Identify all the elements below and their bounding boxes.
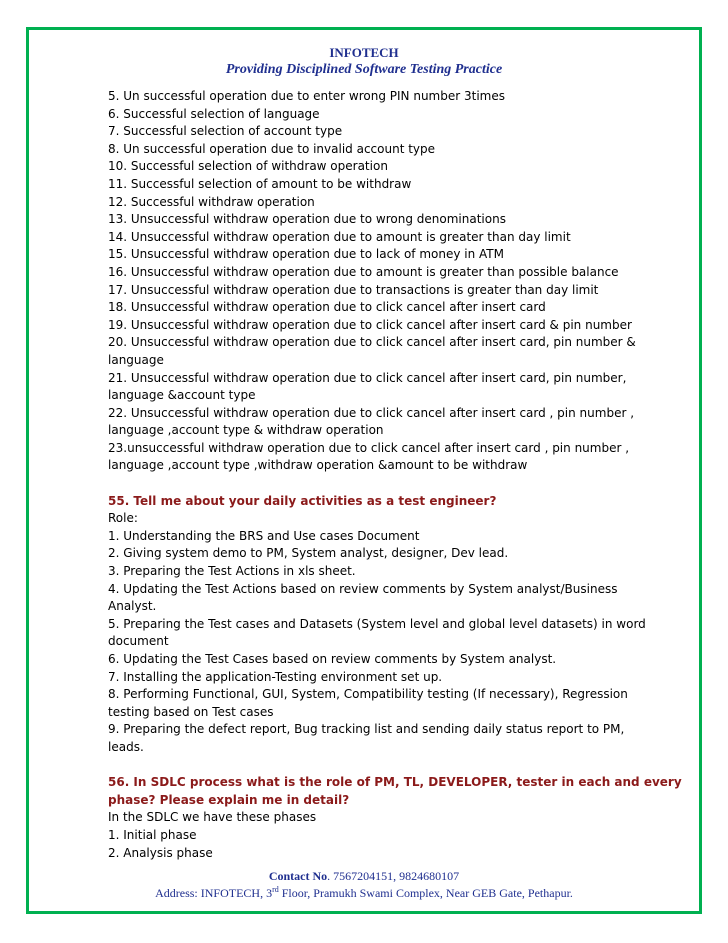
list-item: 20. Unsuccessful withdraw operation due to click cancel after insert card, pin number & bbox=[108, 335, 636, 350]
list-item: 4. Updating the Test Actions based on review comments by System analyst/Business bbox=[108, 581, 618, 596]
list-item: 19. Unsuccessful withdraw operation due to click cancel after insert card & pin number bbox=[108, 317, 632, 332]
contact-label: Contact No bbox=[268, 869, 328, 883]
list-item: 10. Successful selection of withdraw operation bbox=[108, 159, 388, 174]
list-item: 23.unsuccessful withdraw operation due to click cancel after insert card , pin number , bbox=[108, 440, 630, 455]
list-item: 18. Unsuccessful withdraw operation due to click cancel after insert card bbox=[108, 300, 546, 315]
address-ordinal: rd bbox=[272, 885, 279, 894]
list-item: 2. Analysis phase bbox=[108, 845, 213, 860]
spacer bbox=[108, 757, 628, 775]
list-item: 14. Unsuccessful withdraw operation due to amount is greater than day limit bbox=[108, 229, 571, 244]
list-item: 15. Unsuccessful withdraw operation due to lack of money in ATM bbox=[108, 247, 504, 262]
address-suffix: Floor, Pramukh Swami Complex, Near GEB Gate, Pethapur. bbox=[278, 886, 573, 900]
list-item: language ,account type ,withdraw operation &amount to be withdraw bbox=[108, 458, 528, 473]
document-body bbox=[108, 88, 682, 862]
list-item: 22. Unsuccessful withdraw operation due to click cancel after insert card , pin number , bbox=[108, 405, 635, 420]
question-heading-continued: phase? Please explain me in detail? bbox=[108, 792, 350, 807]
list-item: 13. Unsuccessful withdraw operation due to wrong denominations bbox=[108, 212, 506, 227]
list-item: 8. Performing Functional, GUI, System, Compatibility testing (If necessary), Regression bbox=[108, 687, 628, 702]
question-56-section bbox=[108, 774, 682, 862]
list-item: 1. Initial phase bbox=[108, 827, 197, 842]
list-item: 6. Updating the Test Cases based on review comments by System analyst. bbox=[108, 652, 557, 666]
list-item: 16. Unsuccessful withdraw operation due to amount is greater than possible balance bbox=[108, 264, 619, 279]
address-line bbox=[0, 885, 728, 902]
contact-line bbox=[0, 868, 728, 885]
company-tagline: Providing Disciplined Software Testing Practice bbox=[225, 62, 503, 77]
list-item: 21. Unsuccessful withdraw operation due to click cancel after insert card, pin number, bbox=[108, 370, 627, 385]
list-item: testing based on Test cases bbox=[108, 704, 274, 719]
list-item: 2. Giving system demo to PM, System analyst, designer, Dev lead. bbox=[108, 546, 509, 561]
list-item: 5. Preparing the Test cases and Datasets (System level and global level datasets) in word bbox=[108, 616, 646, 631]
section-intro: In the SDLC we have these phases bbox=[108, 810, 317, 825]
contact-numbers: . 7567204151, 9824680107 bbox=[327, 869, 460, 883]
list-item: 1. Understanding the BRS and Use cases Document bbox=[108, 528, 420, 543]
question-heading: 56. In SDLC process what is the role of PM, TL, DEVELOPER, tester in each and every bbox=[108, 775, 682, 790]
list-item: 7. Installing the application-Testing environment set up. bbox=[108, 669, 443, 684]
page-header bbox=[0, 44, 728, 78]
spacer bbox=[108, 475, 628, 493]
question-55-section bbox=[108, 493, 646, 757]
question-heading: 55. Tell me about your daily activities as a test engineer? bbox=[108, 493, 497, 508]
role-label: Role: bbox=[108, 511, 138, 526]
list-item: 8. Un successful operation due to invalid account type bbox=[108, 141, 436, 156]
list-item: 9. Preparing the defect report, Bug tracking list and sending daily status report to PM, bbox=[108, 722, 625, 737]
list-item: 17. Unsuccessful withdraw operation due to transactions is greater than day limit bbox=[108, 282, 599, 297]
page-footer bbox=[0, 868, 728, 902]
list-item: language bbox=[108, 352, 164, 367]
list-item: language ,account type & withdraw operation bbox=[108, 423, 384, 438]
list-item: document bbox=[108, 634, 169, 649]
list-item: 3. Preparing the Test Actions in xls sheet. bbox=[108, 564, 356, 579]
list-item: language &account type bbox=[108, 388, 256, 403]
list-item: 11. Successful selection of amount to be withdraw bbox=[108, 176, 412, 191]
list-item: 5. Un successful operation due to enter wrong PIN number 3times bbox=[108, 89, 505, 103]
list-item: 6. Successful selection of language bbox=[108, 106, 320, 121]
list-item: Analyst. bbox=[108, 599, 157, 614]
address-prefix: Address: INFOTECH, 3 bbox=[155, 886, 273, 900]
company-name: INFOTECH bbox=[329, 45, 399, 60]
list-item: 12. Successful withdraw operation bbox=[108, 194, 315, 209]
list-item: leads. bbox=[108, 739, 144, 754]
list-item: 7. Successful selection of account type bbox=[108, 124, 343, 139]
test-case-list bbox=[108, 88, 636, 475]
